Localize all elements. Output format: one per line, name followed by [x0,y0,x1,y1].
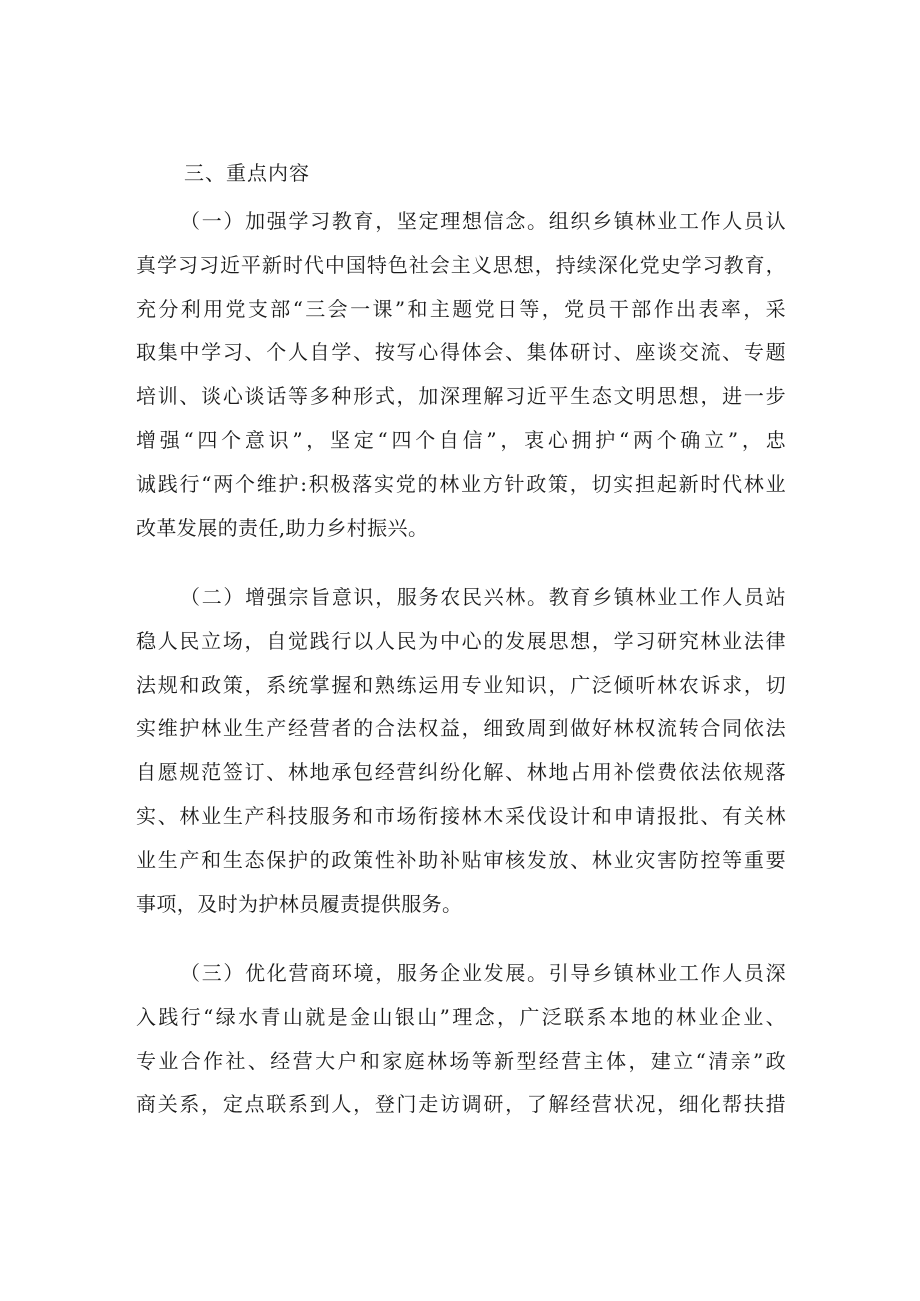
paragraph-3-business-environment [136,952,786,1127]
paragraph-line: 事项，及时为护林员履责提供服务。 [136,891,463,916]
paragraph-1-study-education [136,200,786,550]
paragraph-2-serve-farmers [136,576,786,926]
paragraph-line: （三）优化营商环境，服务企业发展。引导乡镇林业工作人员深 [180,961,786,985]
paragraph-line: 实、林业生产科技服务和市场衔接林木采伐设计和申请报批、有关林 [136,803,786,828]
paragraph-line: 法规和政策，系统掌握和熟练运用专业知识，广泛倾听林农诉求，切 [136,672,786,697]
paragraph-line: 自愿规范签订、林地承包经营纠纷化解、林地占用补偿费依法依规落 [136,760,786,785]
paragraph-line: 真学习习近平新时代中国特色社会主义思想，持续深化党史学习教育， [136,252,786,277]
paragraph-line: 充分利用党支部“三会一课”和主题党日等，党员干部作出表率，采 [136,296,786,321]
paragraph-line: 实维护林业生产经营者的合法权益，细致周到做好林权流转合同依法 [136,716,786,741]
paragraph-line: （二）增强宗旨意识，服务农民兴林。教育乡镇林业工作人员站 [180,585,786,609]
paragraph-line: 稳人民立场，自觉践行以人民为中心的发展思想，学习研究林业法律 [136,628,786,653]
paragraph-line: 入践行“绿水青山就是金山银山”理念，广泛联系本地的林业企业、 [136,1004,786,1029]
paragraph-line: 取集中学习、个人自学、按写心得体会、集体研讨、座谈交流、专题 [136,340,786,365]
paragraph-line: 改革发展的责任,助力乡村振兴。 [136,515,429,540]
section-heading: 三、重点内容 [184,161,310,185]
paragraph-line: 商关系，定点联系到人，登门走访调研，了解经营状况，细化帮扶措 [136,1092,786,1117]
paragraph-line: 专业合作社、经营大户和家庭林场等新型经营主体，建立“清亲”政 [136,1048,786,1073]
paragraph-line: （一）加强学习教育，坚定理想信念。组织乡镇林业工作人员认 [180,209,786,233]
paragraph-line: 诚践行“两个维护:积极落实党的林业方针政策，切实担起新时代林业 [136,471,786,496]
paragraph-line: 增强“四个意识”，坚定“四个自信”，衷心拥护“两个确立”，忠 [136,427,786,452]
paragraph-line: 业生产和生态保护的政策性补助补贴审核发放、林业灾害防控等重要 [136,847,786,872]
paragraph-line: 培训、谈心谈话等多种形式，加深理解习近平生态文明思想，进一步 [136,384,786,409]
